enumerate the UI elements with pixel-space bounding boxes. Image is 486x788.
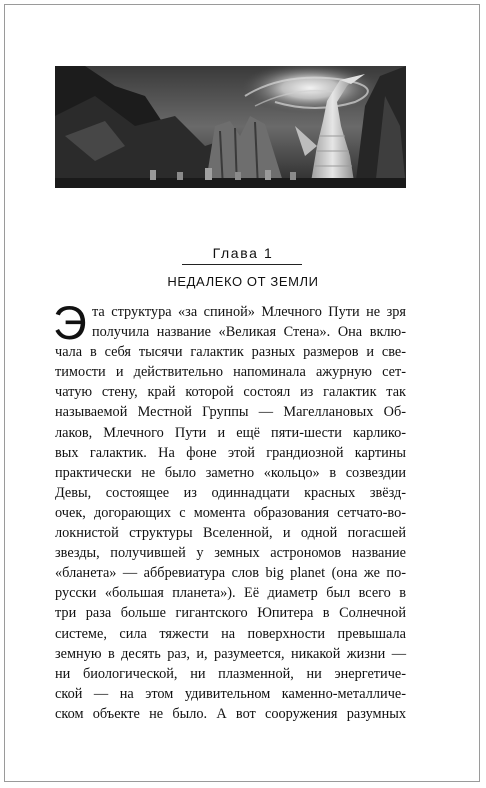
text-line: лаков, Млечного Пути и ещё пяти-шести карлико-	[55, 424, 406, 441]
body-text	[53, 296, 406, 724]
text-line: тимости и действительно напоминала ажурную сет-	[55, 364, 406, 381]
text-line: очек, догорающих с момента образования сетчато-во-	[55, 504, 406, 521]
text-line: получила название «Великая Стена». Она вклю-	[92, 324, 406, 341]
text-line: звезды, получившей у земных астрономов название	[55, 545, 406, 562]
chapter-divider	[182, 264, 302, 265]
text-line: чатую стену, край которой состоял из галактик так	[55, 384, 406, 401]
text-line: называемой Местной Группы — Магеллановых Об-	[55, 404, 406, 421]
text-line: та структура «за спиной» Млечного Пути не зря	[92, 304, 406, 320]
chapter-illustration	[55, 66, 406, 188]
drop-cap: Э	[53, 296, 87, 349]
chapter-title: НЕДАЛЕКО ОТ ЗЕМЛИ	[167, 274, 319, 289]
text-line: Девы, состоящее из одиннадцати красных звёзд-	[55, 484, 406, 501]
text-line: системе, сила тяжести на поверхности превышала	[55, 625, 406, 642]
text-line: «бланета» — аббревиатура слов big planet (она же по-	[55, 565, 406, 582]
text-line: вых галактик. На фоне этой грандиозной картины	[55, 444, 406, 461]
text-line: ском объекте не было. А вот сооружения разумных	[55, 705, 406, 722]
text-line: русски «большая планета»). Её диаметр был всего в	[55, 585, 406, 602]
text-line: три раза больше гигантского Юпитера в Солнечной	[55, 605, 406, 622]
text-line: чала в себя тысячи галактик разных размеров и све-	[55, 344, 406, 361]
text-line: локнистой структуры Вселенной, и одной погасшей	[55, 525, 406, 542]
text-line: ни биологической, ни плазменной, ни энергетиче-	[55, 665, 406, 682]
text-line: земную в десять раз, и, разумеется, никакой жизни —	[55, 645, 406, 662]
chapter-number: Глава 1	[212, 245, 274, 261]
text-line: практически не было заметно «кольцо» в созвездии	[55, 464, 406, 481]
text-line: ской — на этом удивительном каменно-металличе-	[55, 685, 406, 702]
